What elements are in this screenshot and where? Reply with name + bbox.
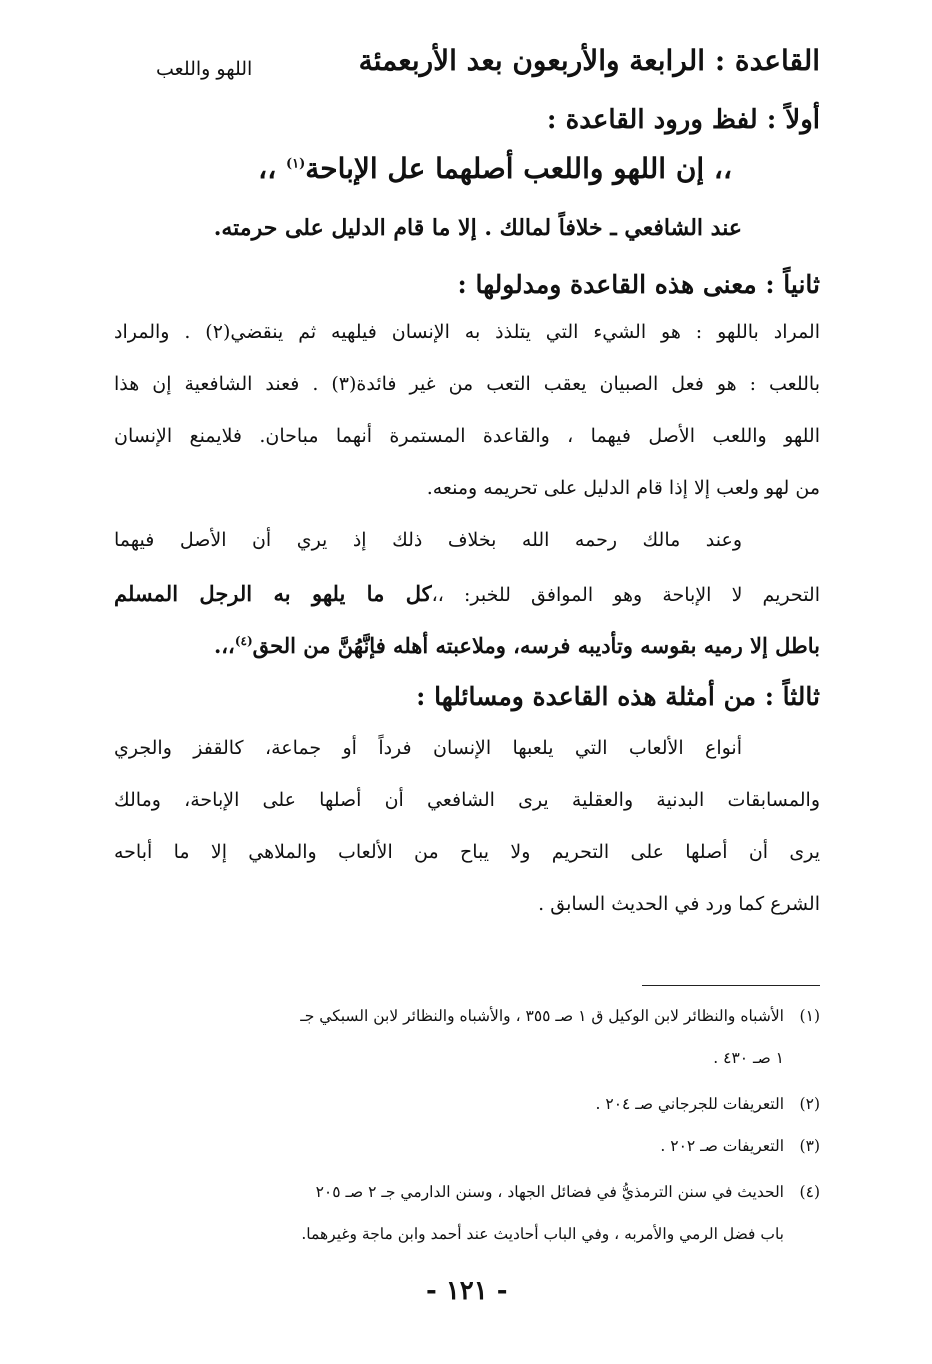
paragraph-line: يرى أن أصلها على التحريم ولا يباح من الألعاب والملاهي إلا ما أباحه: [114, 841, 820, 863]
footnote-number: (١): [799, 1007, 820, 1025]
hadith-intro: التحريم لا الإباحة وهو الموافق للخبر: ،،: [431, 584, 820, 606]
paragraph-line: وعند مالك رحمه الله بخلاف ذلك إذ يري أن الأصل فيهما: [114, 529, 742, 551]
footnote-4-continued: باب فضل الرمي والأمربه ، وفي الباب أحاديث عند أحمد وابن ماجة وغيرهما.: [301, 1225, 784, 1243]
paragraph-line: باللعب : هو فعل الصبيان يعقب التعب من غير فائدة(٣) . فعند الشافعية إن هذا: [114, 373, 820, 395]
rule-title: القاعدة : الرابعة والأربعون بعد الأربعمئة: [358, 44, 820, 77]
section-heading-2: ثانياً : معنى هذه القاعدة ومدلولها :: [457, 270, 820, 299]
hadith-text-continued: [114, 632, 820, 659]
page-number: - ١٢١ -: [426, 1276, 508, 1306]
footnote-1-continued: ١ صـ ٤٣٠ .: [713, 1049, 784, 1067]
footnote-text: التعريفات صـ ٢٠٢ .: [660, 1137, 784, 1155]
footnote-ref-4[interactable]: (٤): [234, 634, 253, 648]
paragraph-line: المراد باللهو : هو الشيء التي يتلذذ به الإنسان فيلهيه ثم ينقضي(٢) . والمراد: [114, 321, 821, 343]
footnote-text: التعريفات للجرجاني صـ ٢٠٤ .: [595, 1095, 784, 1113]
rule-attribution: عند الشافعي ـ خلافاً لمالك . إلا ما قام الدليل على حرمته.: [213, 215, 742, 241]
hadith-quote-close: ،،.: [213, 633, 235, 658]
footnote-4: [316, 1182, 820, 1202]
footnote-text: الأشباه والنظائر لابن الوكيل ق ١ صـ ٣٥٥ ، والأشباه والنظائر لابن السبكي جـ: [300, 1007, 784, 1025]
hadith-text: كل ما يلهو به الرجل المسلم: [114, 581, 432, 606]
section-heading-1: أولاً : لفظ ورود القاعدة :: [546, 105, 820, 135]
paragraph-line: أنواع الألعاب التي يلعبها الإنسان فرداً أو جماعة، كالقفز والجري: [114, 737, 742, 759]
footnote-text: الحديث في سنن الترمذيُّ في فضائل الجهاد ، وسنن الدارمي جـ ٢ صـ ٢٠٥: [315, 1183, 784, 1201]
paragraph-line: من لهو ولعب إلا إذا قام الدليل على تحريمه ومنعه.: [426, 477, 820, 499]
rule-quote-close: ،،: [258, 152, 277, 185]
rule-text: ،، إن اللهو واللعب أصلهما عل الإباحة: [305, 152, 732, 185]
paragraph-line: [114, 580, 820, 608]
footnote-separator: [642, 985, 820, 986]
footnote-number: (٤): [799, 1183, 820, 1201]
section-heading-3: ثالثاً : من أمثلة هذه القاعدة ومسائلها :: [416, 682, 820, 711]
paragraph-line: اللهو واللعب الأصل فيهما ، والقاعدة المستمرة أنهما مباحان. فلايمنع الإنسان: [114, 425, 820, 447]
footnote-3: [660, 1136, 820, 1156]
footnote-2: [596, 1094, 820, 1114]
rule-statement: [258, 152, 732, 185]
footnote-ref-1[interactable]: (١): [285, 156, 306, 172]
footnote-number: (٣): [799, 1137, 820, 1155]
running-topic: اللهو واللعب: [156, 58, 253, 80]
paragraph-line: الشرع كما ورد في الحديث السابق .: [538, 893, 820, 915]
hadith-text: باطل إلا رميه بقوسه وتأديبه فرسه، وملاعبته أهله فإنَّهُنَّ من الحق: [252, 633, 820, 658]
paragraph-line: والمسابقات البدنية والعقلية يرى الشافعي أن أصلها على الإباحة، ومالك: [114, 789, 820, 811]
footnote-number: (٢): [799, 1095, 820, 1113]
footnote-1: [300, 1006, 820, 1026]
